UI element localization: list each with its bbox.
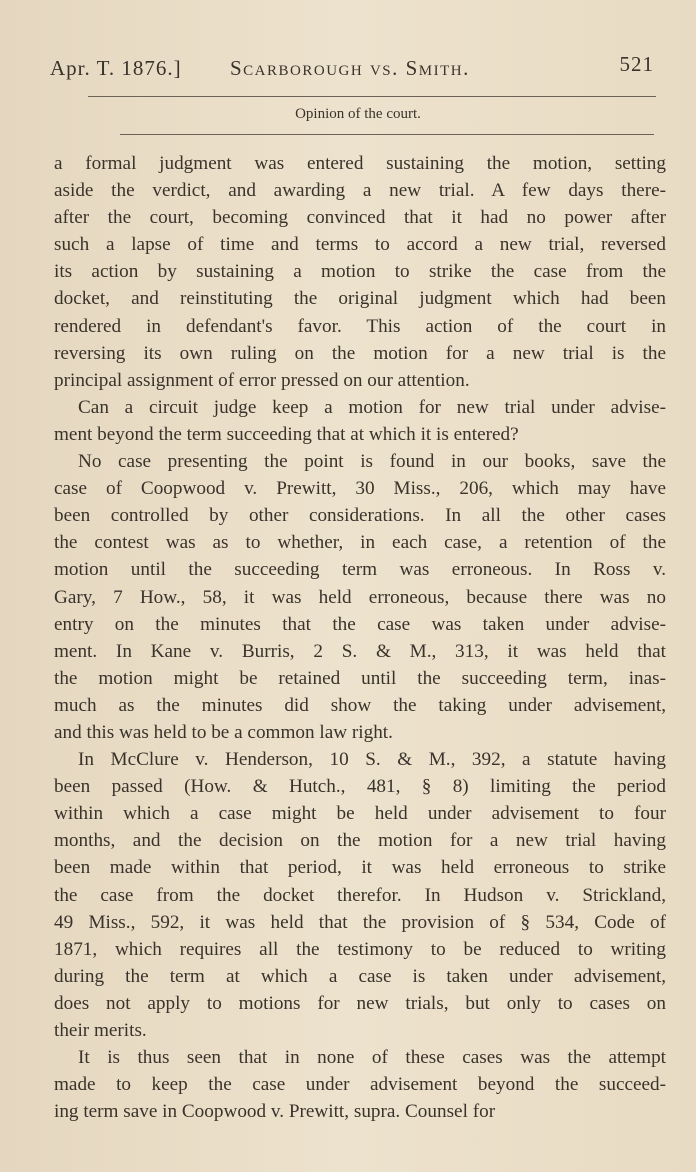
text-line: It is thus seen that in none of these cases was the attempt [78,1047,666,1069]
text-line: the case from the docket therefor. In Hudson v. Strickland, [54,884,666,906]
page-number: 521 [619,52,654,76]
text-line: aside the verdict, and awarding a new trial. A few days there- [54,180,666,202]
text-line: ing term save in Coopwood v. Prewitt, supra. Counsel for [54,1101,496,1123]
text-line: rendered in defendant's favor. This action of the court in [54,315,666,337]
text-line: been controlled by other considerations. In all the other cases [54,505,666,527]
term-label: Apr. T. 1876.] [50,56,182,80]
text-line: Can a circuit judge keep a motion for new trial under advise- [78,396,666,418]
text-line: ment beyond the term succeeding that at which it is entered? [54,423,519,445]
section-heading: Opinion of the court. [295,106,421,122]
text-line: 1871, which requires all the testimony to be reduced to writing [54,938,666,960]
text-line: ment. In Kane v. Burris, 2 S. & M., 313, it was held that [54,640,666,662]
text-line: much as the minutes did show the taking under advisement, [54,694,666,716]
text-line: within which a case might be held under advisement to four [54,803,666,825]
text-line: been passed (How. & Hutch., 481, § 8) limiting the period [54,776,666,798]
text-line: made to keep the case under advisement beyond the succeed- [54,1074,666,1096]
text-line: months, and the decision on the motion for a new trial having [54,830,666,852]
text-line: after the court, becoming convinced that it had no power after [54,207,666,229]
header-rule-bottom [120,134,654,135]
opinion-text [54,150,666,1125]
text-line: does not apply to motions for new trials, but only to cases on [54,992,666,1014]
case-title: Scarborough vs. Smith. [230,56,470,80]
text-line: No case presenting the point is found in our books, save the [78,451,666,473]
running-head [50,52,660,82]
text-line: a formal judgment was entered sustaining the motion, setting [54,153,666,174]
text-line: motion until the succeeding term was erroneous. In Ross v. [54,559,666,581]
text-line: the motion might be retained until the succeeding term, inas- [54,667,666,689]
text-line: its action by sustaining a motion to strike the case from the [54,261,666,283]
text-line: the contest was as to whether, in each case, a retention of the [54,532,666,554]
header-rule-top [88,96,656,97]
text-line: entry on the minutes that the case was taken under advise- [54,613,666,635]
text-line: 49 Miss., 592, it was held that the provision of § 534, Code of [54,911,666,933]
text-line: during the term at which a case is taken under advisement, [54,965,666,987]
text-line: and this was held to be a common law right. [54,721,393,743]
text-line: Gary, 7 How., 58, it was held erroneous, because there was no [54,586,666,608]
text-line: such a lapse of time and terms to accord a new trial, reversed [54,234,666,256]
text-line: principal assignment of error pressed on our attention. [54,369,470,391]
text-line: their merits. [54,1020,147,1041]
text-line: In McClure v. Henderson, 10 S. & M., 392, a statute having [78,749,666,771]
text-line: docket, and reinstituting the original judgment which had been [54,288,666,310]
text-line: reversing its own ruling on the motion for a new trial is the [54,342,666,364]
text-line: case of Coopwood v. Prewitt, 30 Miss., 206, which may have [54,478,666,500]
text-line: been made within that period, it was held erroneous to strike [54,857,666,879]
